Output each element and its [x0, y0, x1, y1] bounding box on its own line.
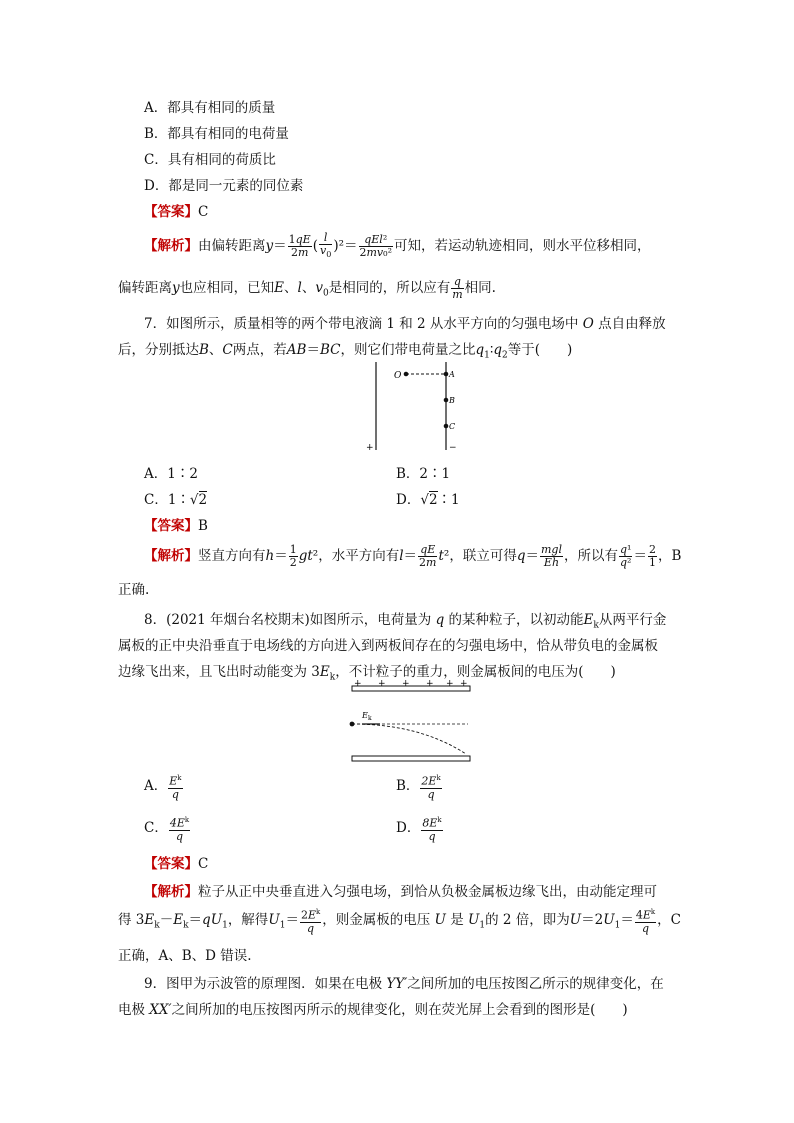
q8-figure: [340, 678, 480, 764]
q8-option-d: D． $\frac{8E^k}{q}$: [396, 816, 442, 843]
q8-option-c: C． $\frac{4E^k}{q}$: [144, 816, 190, 843]
q7-analysis-line2: 正确.: [118, 582, 150, 598]
q8-stem-line3: 边缘飞出来，且飞出时动能变为 $3E_k$，不计粒子的重力，则金属板间的电压为( ): [118, 664, 616, 683]
q7-option-a: A．1∶2: [144, 466, 198, 482]
q8-option-b: B． $\frac{2E^k}{q}$: [396, 774, 441, 801]
q9-stem-line2: 电极 XX′之间所加的电压按图丙所示的规律变化，则在荧光屏上会看到的图形是( ): [118, 1002, 628, 1018]
label-ek: E: [362, 711, 368, 720]
particle: [350, 722, 355, 727]
q8-analysis-line2: 得 $3E_k-E_k=qU_1$，解得$U_1=$ $\frac{2E^k}{q}$ ，则金属板的电压 U 是 $U_1$的 2 倍，即为$U=2U_1=$ $\frac{4E^k}{q}$ ，C: [118, 908, 681, 935]
plus-2: +: [378, 679, 386, 689]
q8-option-a: A． $\frac{E^k}{q}$: [144, 774, 182, 801]
q6-option-b: B．都具有相同的电荷量: [144, 126, 289, 142]
q7-answer: 【答案】B: [144, 518, 208, 534]
q8-analysis-line3: 正确，A、B、D 错误.: [118, 948, 252, 964]
q6-analysis-line1: 【解析】由偏转距离y＝ $\frac{1qE}{2m}$ ( $\frac{l}{v_0}$ )²＝ $\frac{\text{qEl²}}{\text{2mv₀²}}$ 可知，若运动轨迹相同，则水平位移相同，: [144, 231, 651, 260]
q6-analysis-line2: 偏转距离y也应相同，已知E、l、$v_0$是相同的，所以应有 $\frac{q}{m}$ 相同.: [118, 275, 496, 301]
label-c: C: [449, 422, 456, 431]
q7-stem-line1: 7．如图所示，质量相等的两个带电液滴 1 和 2 从水平方向的匀强电场中 O 点自由释放: [144, 316, 666, 332]
q8-analysis-line1: 【解析】粒子从正中央垂直进入匀强电场，到恰从负极金属板边缘飞出，由动能定理可: [144, 884, 657, 900]
plus-4: +: [426, 679, 434, 689]
plus-3: +: [402, 679, 410, 689]
q8-stem-line2: 属板的正中央沿垂直于电场线的方向进入到两板间存在的匀强电场中，恰从带负电的金属板: [118, 638, 658, 654]
bottom-plate: [352, 756, 470, 761]
plus-6: +: [460, 679, 468, 689]
label-o: O: [394, 371, 402, 381]
q7-stem-line2: 后，分别抵达B、C两点，若AB＝BC，则它们带电荷量之比$q_1∶q_2$等于( ): [118, 342, 573, 361]
q7-figure: [360, 358, 470, 454]
point-c: [444, 424, 449, 429]
q8-stem-line1: 8．(2021 年烟台名校期末)如图所示，电荷量为 q 的某种粒子，以初动能$E_k$从两平行金: [144, 612, 667, 631]
label-plus: +: [366, 443, 374, 453]
plus-5: +: [446, 679, 454, 689]
q6-answer: 【答案】C: [144, 204, 209, 220]
point-o: [404, 372, 409, 377]
plus-1: +: [354, 679, 362, 689]
q6-option-c: C．具有相同的荷质比: [144, 152, 276, 168]
q7-analysis-line1: 【解析】竖直方向有h＝ $\frac{1}{2}$ gt²，水平方向有l＝ $\frac{qE}{2m}$ t²，联立可得q＝ $\frac{\text{mgl}}{Eh}$ ，所以有 $\frac{\text{q¹}}{\text{q²}}$ ＝ $\frac{2}{1}$ ，B: [144, 543, 682, 569]
label-ek-sub: k: [368, 715, 372, 722]
label-a: A: [449, 370, 455, 379]
q6-option-a: A．都具有相同的质量: [144, 100, 276, 116]
q6-option-d: D．都是同一元素的同位素: [144, 178, 304, 194]
point-b: [444, 398, 449, 403]
label-b: B: [449, 396, 455, 405]
q9-stem-line1: 9．图甲为示波管的原理图．如果在电极 YY′之间所加的电压按图乙所示的规律变化，在: [144, 976, 664, 992]
q7-option-c: C．1∶√2: [144, 492, 208, 508]
label-minus: −: [449, 443, 457, 453]
trajectory: [352, 724, 466, 754]
point-a: [444, 372, 449, 377]
q7-option-d: D．√2∶1: [396, 492, 460, 508]
q8-answer: 【答案】C: [144, 856, 209, 872]
q7-option-b: B．2∶1: [396, 466, 451, 482]
